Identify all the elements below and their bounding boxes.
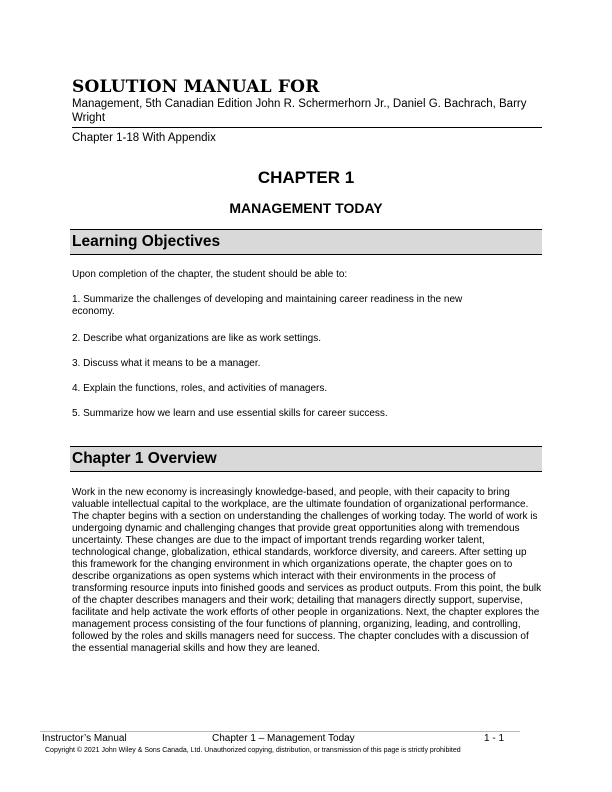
objectives-intro: Upon completion of the chapter, the student should be able to: (72, 269, 348, 280)
footer-divider (40, 731, 520, 732)
chapter-subtitle: MANAGEMENT TODAY (229, 200, 383, 216)
footer-manual-label: Instructor’s Manual (42, 733, 127, 744)
overview-section-bar (70, 446, 542, 472)
learning-objectives-heading: Learning Objectives (72, 233, 221, 250)
objective-item: 5. Summarize how we learn and use essential skills for career success. (72, 408, 388, 419)
header-divider (72, 127, 542, 128)
document-title: SOLUTION MANUAL FOR (72, 77, 320, 97)
overview-paragraph: Work in the new economy is increasingly knowledge-based, and people, with their capacity to bring valuable intellectual capital to the workplace, are the ultimate foundation of organizational performance. The chapter begins with a section on understanding the challenges of working today. The world of work is undergoing dynamic and challenging changes that provide great opportunities along with tremendous uncertainty. These changes are due to the impact of important trends regarding worker talent, technological change, globalization, ethical standards, workforce diversity, and careers. After setting up this framework for the changing environment in which organizations operate, the chapter goes on to describe organizations as open systems which interact with their environments in the process of transforming resource inputs into finished goods and services as product outputs. From this point, the bulk of the chapter describes managers and their work; detailing that managers directly support, supervise, facilitate and help activate the work efforts of other people in organizations. Next, the chapter explores the management process consisting of the four functions of planning, organizing, leading, and controlling, followed by the roles and skills managers need for success. The chapter concludes with a discussion of the essential managerial skills and how they are leaned. (72, 487, 542, 654)
copyright-notice: Copyright © 2021 John Wiley & Sons Canada, Ltd. Unauthorized copying, distribution, or transmission of this page is strictly prohibited (45, 747, 461, 754)
learning-objectives-section-bar (70, 229, 542, 255)
objective-item: 4. Explain the functions, roles, and activities of managers. (72, 383, 328, 394)
chapter-heading: CHAPTER 1 (257, 168, 355, 187)
chapters-range: Chapter 1-18 With Appendix (72, 132, 216, 144)
objective-item: 2. Describe what organizations are like as work settings. (72, 333, 322, 344)
objective-item: 1. Summarize the challenges of developing and maintaining career readiness in the new economy. (72, 294, 463, 317)
book-info: Management, 5th Canadian Edition John R. Schermerhorn Jr., Daniel G. Bachrach, Barry Wright (72, 98, 527, 124)
objectives-list (72, 294, 542, 433)
objective-item: 3. Discuss what it means to be a manager. (72, 358, 261, 369)
page-number: 1 - 1 (484, 733, 505, 744)
footer-chapter-label: Chapter 1 – Management Today (212, 733, 355, 744)
overview-heading: Chapter 1 Overview (72, 450, 217, 467)
